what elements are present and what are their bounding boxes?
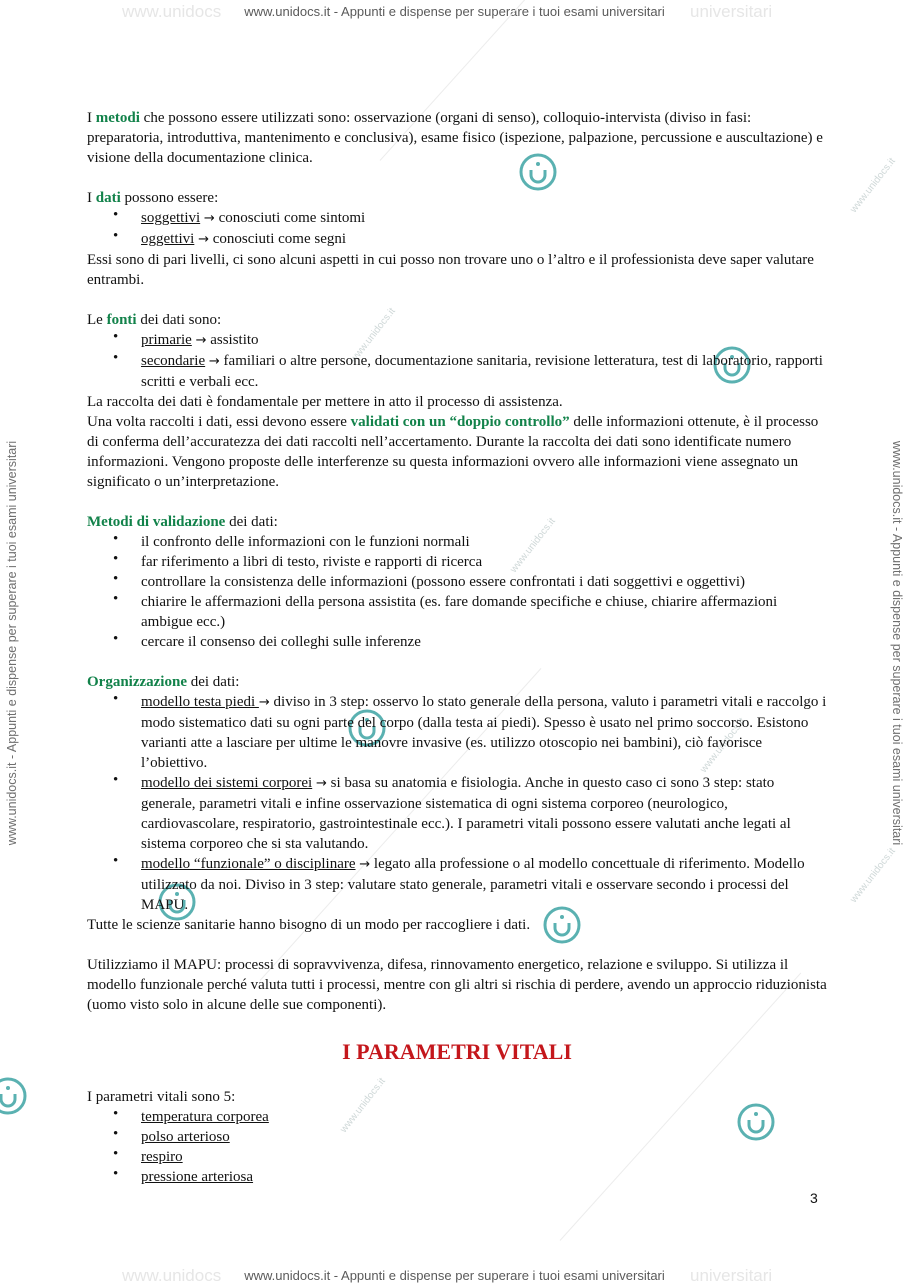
text: possono essere: bbox=[120, 190, 219, 206]
watermark-left: www.unidocs.it - Appunti e dispense per superare i tuoi esami universitari bbox=[5, 440, 19, 846]
list-item bbox=[87, 1147, 827, 1167]
watermark-diagonal: www.unidocs.it bbox=[848, 156, 898, 215]
list-item-term: modello testa piedi bbox=[141, 694, 259, 710]
list-item-term: soggettivi bbox=[141, 210, 201, 226]
arrow-right-icon: → bbox=[359, 857, 371, 872]
keyword: validati con un “doppio controllo” bbox=[350, 414, 570, 430]
watermark-diagonal: www.unidocs.it bbox=[348, 306, 398, 365]
watermark-top: www.unidocs.it - Appunti e dispense per superare i tuoi esami universitari bbox=[244, 4, 665, 19]
text: che possono essere utilizzati sono: osservazione (organi di senso), colloquio-intervista (diviso in fasi: preparatoria, introduttiva, mantenimento e conclusiva), esame fisico (ispezione, palpazione, percussione e auscultazione) e visione della documentazione clinica. bbox=[87, 110, 823, 166]
list-item-term: modello “funzionale” o disciplinare bbox=[141, 856, 356, 872]
arrow-right-icon: → bbox=[208, 354, 220, 369]
section-heading: I PARAMETRI VITALI bbox=[342, 1039, 572, 1064]
document-body bbox=[87, 108, 827, 1187]
paragraph-fonti bbox=[87, 310, 827, 330]
watermark-diagonal: www.unidocs.it bbox=[338, 1076, 388, 1135]
list-item bbox=[87, 351, 827, 392]
list-item bbox=[87, 1127, 827, 1147]
text: Le bbox=[87, 312, 107, 328]
list-item: • il confronto delle informazioni con le funzioni normali bbox=[87, 532, 827, 552]
list-item bbox=[87, 1107, 827, 1127]
list-item bbox=[87, 330, 827, 351]
watermark-diagonal: www.unidocs.it bbox=[508, 516, 558, 575]
list-item-text: conosciuti come segni bbox=[208, 231, 347, 247]
unidocs-logo-icon bbox=[0, 1074, 30, 1118]
text: I bbox=[87, 110, 96, 126]
list-item bbox=[87, 208, 827, 229]
text: I bbox=[87, 190, 96, 206]
list-item-term: secondarie bbox=[141, 353, 206, 369]
text: Una volta raccolti i dati, essi devono essere bbox=[87, 414, 351, 430]
list-item: • cercare il consenso dei colleghi sulle inferenze bbox=[87, 632, 827, 652]
watermark-diagonal: www.unidocs.it bbox=[698, 716, 748, 775]
keyword: Organizzazione bbox=[87, 674, 187, 690]
watermark-ghost-left-bottom: www.unidocs bbox=[122, 1266, 222, 1285]
text: dei dati: bbox=[186, 674, 240, 690]
list-parametri bbox=[87, 1107, 827, 1187]
list-item-term: modello dei sistemi corporei bbox=[141, 775, 313, 791]
list-item: • controllare la consistenza delle informazioni (possono essere confrontati i dati soggettivi e oggettivi) bbox=[87, 572, 827, 592]
paragraph-validati bbox=[87, 412, 827, 492]
paragraph-dati-after: Essi sono di pari livelli, ci sono alcuni aspetti in cui posso non trovare uno o l’altro e il professionista deve saper valutare entrambi. bbox=[87, 252, 814, 288]
keyword: fonti bbox=[106, 312, 137, 328]
list-item-term: oggettivi bbox=[141, 231, 195, 247]
list-item-term: pressione arteriosa bbox=[141, 1169, 254, 1185]
page-number: 3 bbox=[810, 1190, 818, 1206]
list-item-text: si basa su anatomia e fisiologia. Anche in questo caso ci sono 3 step: stato generale, parametri vitali e infine osservazione sistematica di ogni sistema corporeo (neurologico, cardiovascolare, respiratorio, gastrointestinale ecc.). I parametri vitali possono essere valutati anche legati al sistema corporeo che si sta valutando. bbox=[141, 775, 791, 852]
paragraph-dati bbox=[87, 188, 827, 208]
list-item: • chiarire le affermazioni della persona assistita (es. fare domande specifiche e chiuse, chiarire affermazioni ambigue ecc.) bbox=[87, 592, 827, 632]
list-fonti bbox=[87, 330, 827, 392]
list-item bbox=[87, 229, 827, 250]
list-item bbox=[87, 854, 827, 915]
list-organizzazione bbox=[87, 692, 827, 915]
arrow-right-icon: → bbox=[203, 211, 215, 226]
paragraph-metodi-validazione bbox=[87, 512, 827, 532]
list-item-text: conosciuti come sintomi bbox=[214, 210, 366, 226]
arrow-right-icon: → bbox=[198, 232, 209, 247]
watermark-ghost-left: www.unidocs bbox=[122, 2, 222, 21]
list-item-text: diviso in 3 step: osservo lo stato generale della persona, valuto i parametri vitali e raccolgo i modo sistematico dati su ogni parte del corpo (dalla testa ai piedi). Spesso è usato nel primo soccorso. Esistono varianti atte a lasciare per ultime le manovre invasive (es. utilizzo otoscopio nei bambini), ciò favorisce l’obiettivo. bbox=[141, 694, 827, 771]
list-item-text: assistito bbox=[206, 332, 259, 348]
list-item-term: primarie bbox=[141, 332, 192, 348]
watermark-ghost-right-bottom: universitari bbox=[690, 1266, 773, 1285]
list-item-text: legato alla professione o al modello concettuale di riferimento. Modello utilizzato da noi. Diviso in 3 step: valutare stato generale, parametri vitali e osservare secondo i processi del MAPU. bbox=[141, 856, 805, 913]
paragraph-parametri: I parametri vitali sono 5: bbox=[87, 1089, 236, 1105]
list-item bbox=[87, 1167, 827, 1187]
list-item-term: temperatura corporea bbox=[141, 1109, 269, 1125]
keyword: dati bbox=[95, 190, 121, 206]
watermark-diagonal: www.unidocs.it bbox=[848, 846, 898, 905]
list-validazione bbox=[87, 532, 827, 652]
arrow-right-icon: → bbox=[195, 333, 207, 348]
list-item: • far riferimento a libri di testo, riviste e rapporti di ricerca bbox=[87, 552, 827, 572]
list-item-text: familiari o altre persone, documentazione sanitaria, revisione letteratura, test di laboratorio, rapporti scritti e verbali ecc. bbox=[141, 353, 823, 390]
arrow-right-icon: → bbox=[258, 695, 270, 710]
paragraph-metodi bbox=[87, 108, 827, 168]
text: dei dati: bbox=[225, 514, 278, 530]
list-item bbox=[87, 773, 827, 854]
paragraph-scienze: Tutte le scienze sanitarie hanno bisogno di un modo per raccogliere i dati. bbox=[87, 917, 531, 933]
text: delle informazioni ottenute, è il processo di conferma dell’accuratezza dei dati raccolti nell’accertamento. Durante la raccolta dei dati sono identificate numero informazioni. Vengono proposte delle interferenze su questa informazioni ovvero alle informazioni viene assegnato un significato o un’interpretazione. bbox=[87, 414, 819, 490]
list-item bbox=[87, 692, 827, 773]
keyword: Metodi di validazione bbox=[87, 514, 226, 530]
keyword: metodi bbox=[95, 110, 140, 126]
paragraph-mapu: Utilizziamo il MAPU: processi di sopravvivenza, difesa, rinnovamento energetico, relazione e sviluppo. Si utilizza il modello funzionale perché valuta tutti i processi, mentre con gli altri si rischia di perdere, avendo un approccio riduzionista (uomo visto solo in alcune delle sue componenti). bbox=[87, 957, 827, 1013]
arrow-right-icon: → bbox=[315, 776, 327, 791]
list-item-term: polso arterioso bbox=[141, 1129, 230, 1145]
watermark-bottom: www.unidocs.it - Appunti e dispense per superare i tuoi esami universitari bbox=[244, 1268, 665, 1283]
paragraph-raccolta: La raccolta dei dati è fondamentale per mettere in atto il processo di assistenza. bbox=[87, 394, 563, 410]
watermark-right: www.unidocs.it - Appunti e dispense per superare i tuoi esami universitari bbox=[890, 440, 904, 846]
list-item-term: respiro bbox=[141, 1149, 183, 1165]
list-dati bbox=[87, 208, 827, 250]
watermark-ghost-right: universitari bbox=[690, 2, 773, 21]
text: dei dati sono: bbox=[136, 312, 222, 328]
paragraph-organizzazione bbox=[87, 672, 827, 692]
